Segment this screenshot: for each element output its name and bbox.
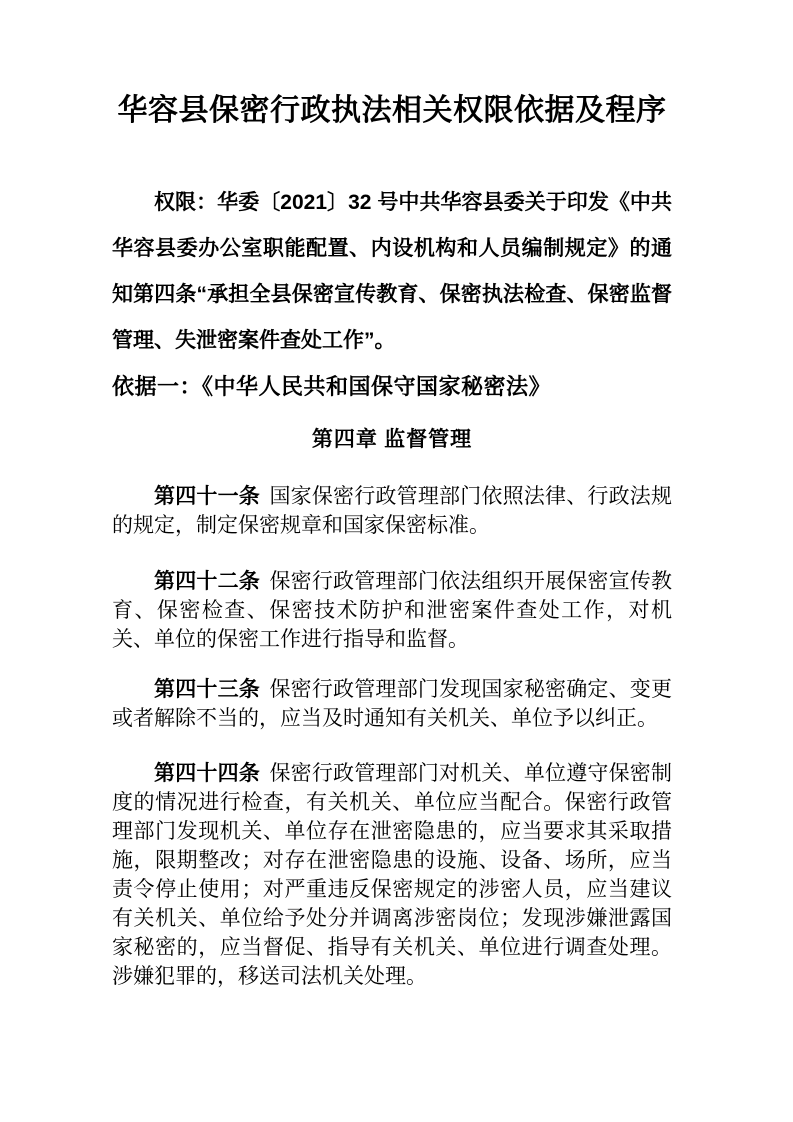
- article-44-text: 保密行政管理部门对机关、单位遵守保密制度的情况进行检查，有关机关、单位应当配合。保密行政管理部门发现机关、单位存在泄密隐患的，应当要求其采取措施，限期整改；对存在泄密隐患的设施、设备、场所，应当责令停止使用；对严重违反保密规定的涉密人员，应当建议有关机关、单位给予处分并调离涉密岗位；发现涉嫌泄露国家秘密的，应当督促、指导有关机关、单位进行调查处理。涉嫌犯罪的，移送司法机关处理。: [112, 761, 673, 988]
- article-41-number: 第四十一条: [154, 484, 260, 508]
- article-44-number: 第四十四条: [154, 761, 260, 785]
- article-41-text: 国家保密行政管理部门依照法律、行政法规的规定，制定保密规章和国家保密标准。: [112, 484, 673, 537]
- basis-heading: 依据一：《中华人民共和国保守国家秘密法》: [112, 374, 552, 399]
- article-42-number: 第四十二条: [154, 569, 260, 593]
- article-42-paragraph: [112, 567, 672, 654]
- document-title: 华容县保密行政执法相关权限依据及程序: [117, 94, 667, 127]
- article-43-text: 保密行政管理部门发现国家秘密确定、变更或者解除不当的，应当及时通知有关机关、单位予以纠正。: [112, 677, 673, 730]
- article-41-paragraph: [112, 482, 672, 540]
- article-43-number: 第四十三条: [154, 677, 260, 701]
- article-43-paragraph: [112, 675, 672, 733]
- article-44-paragraph: [112, 759, 672, 991]
- authority-paragraph: 权限：华委〔2021〕32 号中共华容县委关于印发《中共华容县委办公室职能配置、内设机构和人员编制规定》的通知第四条“承担全县保密宣传教育、保密执法检查、保密监督管理、失泄密案件查处工作”。: [112, 191, 672, 352]
- chapter-heading: 第四章 监督管理: [311, 427, 473, 451]
- article-42-text: 保密行政管理部门依法组织开展保密宣传教育、保密检查、保密技术防护和泄密案件查处工作，对机关、单位的保密工作进行指导和监督。: [112, 569, 673, 651]
